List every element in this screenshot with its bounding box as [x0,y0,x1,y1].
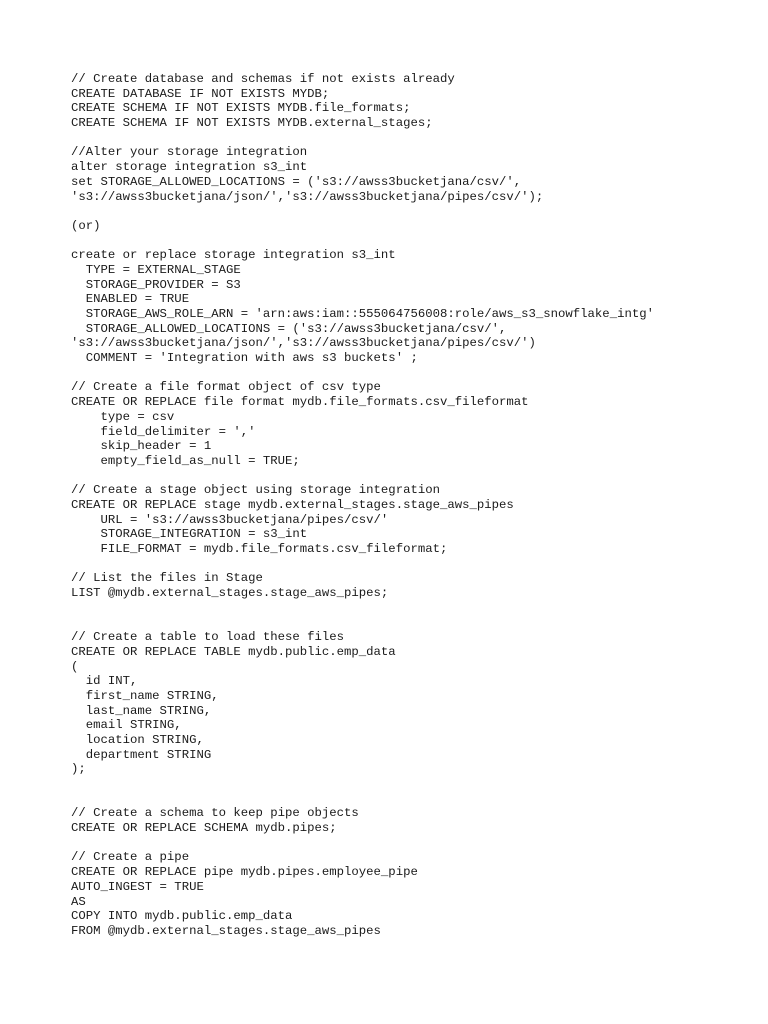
code-line: set STORAGE_ALLOWED_LOCATIONS = ('s3://awss3bucketjana/csv/', [71,174,522,189]
code-line: COMMENT = 'Integration with aws s3 buckets' ; [71,351,418,366]
code-line [71,469,761,484]
code-line: TYPE = EXTERNAL_STAGE [71,262,241,277]
code-line: CREATE OR REPLACE pipe mydb.pipes.employee_pipe [71,865,418,880]
code-line [71,234,761,249]
code-line: CREATE SCHEMA IF NOT EXISTS MYDB.file_formats; [71,101,411,116]
code-line: CREATE OR REPLACE TABLE mydb.public.emp_data [71,644,396,659]
code-line [71,204,761,219]
code-line: skip_header = 1 [71,439,212,454]
code-line [71,131,761,146]
code-line: URL = 's3://awss3bucketjana/pipes/csv/' [71,512,389,527]
code-line: field_delimiter = ',' [71,424,256,439]
code-line: alter storage integration s3_int [71,160,308,175]
code-line: FROM @mydb.external_stages.stage_aws_pipes [71,923,381,938]
code-line: CREATE OR REPLACE stage mydb.external_stages.stage_aws_pipes [71,497,514,512]
code-line: // Create database and schemas if not exists already [71,72,455,86]
code-line: type = csv [71,409,175,424]
code-line: STORAGE_PROVIDER = S3 [71,277,241,292]
code-line [71,777,761,792]
code-line [71,792,761,807]
code-line: empty_field_as_null = TRUE; [71,453,300,468]
code-line: // Create a table to load these files [71,630,345,645]
code-line: location STRING, [71,732,204,747]
code-block [71,72,761,939]
code-line: CREATE SCHEMA IF NOT EXISTS MYDB.external_stages; [71,116,433,131]
code-line [71,557,761,572]
code-line [71,836,761,851]
code-line: department STRING [71,747,212,762]
code-line: FILE_FORMAT = mydb.file_formats.csv_fileformat; [71,542,448,556]
code-line: STORAGE_INTEGRATION = s3_int [71,527,308,542]
code-line: AS [71,894,86,909]
code-line: last_name STRING, [71,703,212,718]
code-line: ); [71,762,86,777]
code-line: CREATE DATABASE IF NOT EXISTS MYDB; [71,86,330,101]
code-line: AUTO_INGEST = TRUE [71,879,204,894]
code-line: email STRING, [71,718,182,733]
code-line [71,615,761,630]
code-line: ( [71,659,79,674]
code-line: LIST @mydb.external_stages.stage_aws_pipes; [71,586,389,601]
code-line: // Create a file format object of csv type [71,380,381,395]
code-line: // Create a schema to keep pipe objects [71,806,359,821]
code-line: // List the files in Stage [71,571,263,586]
code-line: STORAGE_AWS_ROLE_ARN = 'arn:aws:iam::555064756008:role/aws_s3_snowflake_intg' [71,307,654,321]
code-line: 's3://awss3bucketjana/json/','s3://awss3bucketjana/pipes/csv/'); [71,189,544,204]
code-line: //Alter your storage integration [71,145,308,160]
code-line: STORAGE_ALLOWED_LOCATIONS = ('s3://awss3bucketjana/csv/', [71,321,507,336]
code-line: CREATE OR REPLACE file format mydb.file_formats.csv_fileformat [71,395,529,410]
code-line [71,366,761,381]
code-line: // Create a stage object using storage integration [71,483,440,498]
code-line: ENABLED = TRUE [71,292,190,307]
code-line: CREATE OR REPLACE SCHEMA mydb.pipes; [71,821,337,836]
code-line [71,601,761,616]
code-line: COPY INTO mydb.public.emp_data [71,909,293,924]
code-line: // Create a pipe [71,850,190,865]
code-line: id INT, [71,674,138,689]
code-line: 's3://awss3bucketjana/json/','s3://awss3bucketjana/pipes/csv/') [71,336,536,351]
code-line: (or) [71,218,101,233]
code-line: create or replace storage integration s3_int [71,248,396,263]
code-line: first_name STRING, [71,688,219,703]
